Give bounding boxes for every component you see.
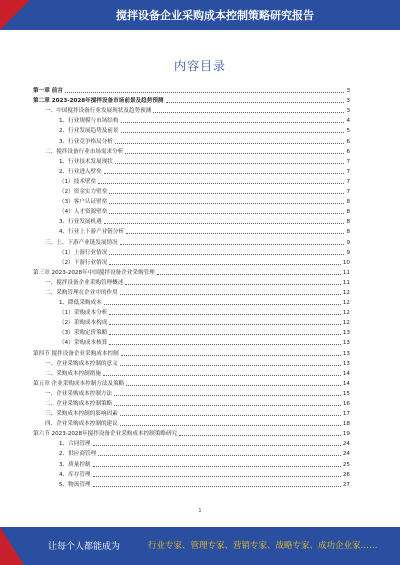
toc-dot-leader	[109, 193, 344, 194]
toc-entry-label: 第五章 企业采购成本控制方法及策略	[33, 380, 125, 387]
toc-entry[interactable]	[33, 115, 350, 125]
toc-entry-label: 3、质量控制	[59, 461, 91, 468]
toc-entry-label: 1、行业技术发展现状	[59, 158, 113, 165]
toc-dot-leader	[120, 425, 341, 426]
toc-entry-page: 25	[342, 461, 350, 468]
toc-entry-label: 第一章 前言	[33, 88, 63, 95]
toc-entry-label: 二、采购管理在企业中的作用	[45, 289, 118, 296]
toc-entry-label: 3、行业发展机遇	[59, 219, 102, 226]
toc-entry[interactable]	[33, 469, 350, 479]
toc-entry-page: 8	[346, 219, 350, 226]
toc-entry-label: 1、合同管理	[59, 441, 91, 448]
toc-entry[interactable]	[33, 287, 350, 297]
toc-dot-leader	[125, 284, 341, 285]
toc-dot-leader	[65, 92, 345, 93]
toc-entry-label: 一、搅拌设备企业采购管理概述	[45, 279, 124, 286]
toc-dot-leader	[126, 385, 341, 386]
toc-dot-leader	[104, 304, 341, 305]
footer-tagline: 行业专家、管理专家、营销专家、战略专家、成功企业家……	[148, 541, 378, 551]
toc-entry-label: 二、采购成本控制措施	[45, 370, 101, 377]
toc-entry[interactable]	[33, 206, 350, 216]
toc-dot-leader	[121, 132, 345, 133]
toc-dot-leader	[115, 163, 345, 164]
toc-entry[interactable]	[33, 156, 350, 166]
toc-entry-page: 19	[342, 431, 350, 438]
toc-entry-label: （1）采购成本分析	[59, 310, 108, 317]
toc-dot-leader	[120, 294, 341, 295]
toc-dot-leader	[98, 183, 344, 184]
toc-entry[interactable]	[33, 479, 350, 489]
toc-heading: 内容目录	[173, 59, 226, 73]
toc-entry[interactable]	[33, 186, 350, 196]
toc-entry[interactable]	[33, 247, 350, 257]
toc-entry[interactable]	[33, 398, 350, 408]
toc-dot-leader	[93, 445, 341, 446]
toc-entry-page: 4	[346, 118, 350, 125]
toc-entry-page: 13	[342, 330, 350, 337]
toc-entry[interactable]	[33, 438, 350, 448]
toc-entry-label: 1、行业规模与市场结构	[59, 118, 119, 125]
toc-entry[interactable]	[33, 327, 350, 337]
toc-dot-leader	[115, 143, 345, 144]
page-number: 1	[198, 508, 202, 514]
toc-entry-page: 24	[342, 451, 350, 458]
footer-red-accent	[0, 527, 24, 565]
toc-entry-label: 一、企业采购成本控制方法	[45, 390, 113, 397]
toc-dot-leader	[109, 314, 341, 315]
toc-entry-page: 11	[342, 269, 350, 276]
toc-entry-page: 13	[342, 360, 350, 367]
toc-entry-label: 第二章 2023-2028年搅拌设备市场前景及趋势预测	[33, 98, 164, 105]
toc-dot-leader	[109, 254, 344, 255]
footer-lead-text: 让每个人都能成为	[48, 542, 121, 552]
toc-entry-page: 10	[342, 259, 350, 266]
toc-entry-page: 24	[342, 441, 350, 448]
toc-entry[interactable]	[33, 337, 350, 347]
toc-dot-leader	[93, 476, 341, 477]
toc-entry-label: 第三章 2023-2028年中国搅拌设备企业采购管理	[33, 269, 155, 276]
toc-entry-page: 14	[342, 380, 350, 387]
toc-dot-leader	[103, 375, 341, 376]
toc-dot-leader	[120, 244, 345, 245]
toc-dot-leader	[109, 213, 344, 214]
toc-dot-leader	[98, 455, 341, 456]
toc-entry[interactable]	[33, 378, 350, 388]
toc-entry-label: 三、上、下游产业链发展情况	[45, 239, 118, 246]
toc-entry-page: 5	[346, 128, 350, 135]
toc-dot-leader	[121, 122, 345, 123]
toc-entry[interactable]	[33, 166, 350, 176]
toc-entry-page: 14	[342, 370, 350, 377]
toc-entry-page: 3	[346, 88, 350, 95]
toc-entry-page: 3	[346, 98, 350, 105]
toc-entry-page: 6	[346, 148, 350, 155]
toc-entry-label: （2）下游行业情况	[59, 259, 108, 266]
toc-entry-page: 16	[342, 401, 350, 407]
toc-entry[interactable]	[33, 226, 350, 236]
toc-entry-label: （2）资金实力壁垒	[59, 189, 108, 196]
toc-entry[interactable]	[33, 358, 350, 368]
toc-entry[interactable]	[33, 297, 350, 307]
toc-entry[interactable]	[33, 236, 350, 246]
toc-entry[interactable]	[33, 257, 350, 267]
toc-entry-page: 8	[346, 199, 350, 206]
toc-entry-label: （2）采购成本构成	[59, 320, 108, 327]
toc-entry-page: 9	[346, 249, 350, 256]
toc-dot-leader	[121, 355, 341, 356]
toc-entry-label: 四、企业采购成本控制的建议	[45, 421, 118, 428]
toc-entry-page: 6	[346, 138, 350, 145]
toc-dot-leader	[125, 153, 344, 154]
toc-entry-page: 12	[342, 289, 350, 296]
toc-entry-page: 8	[346, 229, 350, 236]
toc-entry-page: 12	[342, 300, 350, 307]
header-red-accent	[0, 0, 30, 30]
toc-entry-page: 26	[342, 471, 350, 478]
toc-entry-label: 第四节 搅拌设备企业采购成本控制	[33, 350, 119, 357]
toc-entry[interactable]	[33, 388, 350, 398]
toc-entry-page: 7	[346, 178, 350, 185]
toc-entry-page: 13	[342, 340, 350, 347]
toc-dot-leader	[114, 405, 341, 406]
toc-entry[interactable]	[33, 307, 350, 317]
header-banner	[0, 0, 400, 30]
toc-entry-label: 二、搅拌设备行业市场需求分析	[45, 148, 124, 155]
toc-entry-label: 一、企业采购成本控制的意义	[45, 360, 118, 367]
toc-dot-leader	[104, 223, 345, 224]
toc-entry-label: （1）上游行业情况	[59, 249, 108, 256]
toc-dot-leader	[126, 233, 344, 234]
toc-entry[interactable]	[33, 146, 350, 156]
toc-dot-leader	[157, 274, 341, 275]
toc-dot-leader	[153, 112, 344, 113]
toc-entry-page: 3	[346, 108, 350, 115]
toc-dot-leader	[179, 435, 341, 436]
toc-entry[interactable]	[33, 458, 350, 468]
toc-entry-label: 2、行业发展趋势及前景	[59, 128, 119, 135]
toc-entry-page: 9	[346, 239, 350, 246]
toc-entry[interactable]	[33, 196, 350, 206]
toc-entry[interactable]	[33, 267, 350, 277]
toc-entry-label: 4、库存管理	[59, 471, 91, 478]
toc-dot-leader	[109, 344, 341, 345]
toc-dot-leader	[114, 395, 341, 396]
toc-entry[interactable]	[33, 347, 350, 357]
footer-banner	[0, 527, 400, 565]
toc-dot-leader	[120, 365, 341, 366]
toc-entry-page: 12	[342, 320, 350, 327]
toc-entry-label: 1、降低采购成本	[59, 300, 102, 307]
toc-entry[interactable]	[33, 418, 350, 428]
toc-entry-label: （4）采购成本核算	[59, 340, 108, 347]
toc-entry[interactable]	[33, 85, 350, 95]
toc-dot-leader	[93, 486, 341, 487]
toc-dot-leader	[109, 324, 341, 325]
toc-entry-label: 5、物流管理	[59, 481, 91, 488]
toc-entry-label: 一、中国搅拌设备行业发展现状及趋势预测	[45, 108, 152, 115]
toc-entry[interactable]	[33, 216, 350, 226]
toc-entry[interactable]	[33, 448, 350, 458]
toc-entry-page: 13	[342, 350, 350, 357]
toc-entry[interactable]	[33, 277, 350, 287]
toc-dot-leader	[109, 203, 344, 204]
report-title: 搅拌设备企业采购成本控制策略研究报告	[116, 9, 314, 22]
toc-entry-page: 17	[342, 411, 350, 418]
toc-entry[interactable]	[33, 317, 350, 327]
toc-entry-label: 二、企业采购成本控制策略	[45, 401, 113, 407]
toc-entry-page: 15	[342, 390, 350, 397]
toc-entry-label: 2、行业进入壁垒	[59, 168, 102, 175]
toc-entry[interactable]	[33, 428, 350, 438]
toc-entry-label: （3）采购定价策略	[59, 330, 108, 337]
toc-entry-label: 第六节 2023-2028年搅拌设备企业采购成本控制策略研究	[33, 431, 178, 438]
toc-entry-page: 27	[342, 481, 350, 488]
toc-entry-label: 三、采购成本控制的影响因素	[45, 411, 118, 418]
toc-dot-leader	[120, 415, 341, 416]
toc-entry-page: 8	[346, 209, 350, 216]
toc-entry[interactable]	[33, 135, 350, 145]
toc-entry[interactable]	[33, 408, 350, 418]
toc-dot-leader	[93, 466, 341, 467]
toc-entry-page: 7	[346, 158, 350, 165]
toc-entry[interactable]	[33, 105, 350, 115]
toc-entry-label: 2、供应商管理	[59, 451, 97, 458]
toc-entry-label: （1）技术壁垒	[59, 178, 97, 185]
toc-entry-page: 18	[342, 421, 350, 428]
toc-entry-label: 3、行业竞争格局分析	[59, 138, 113, 145]
toc-entry-label: 4、行业上下游产业链分析	[59, 229, 125, 236]
toc-entry-page: 7	[346, 168, 350, 175]
table-of-contents	[33, 85, 350, 489]
toc-dot-leader	[104, 173, 345, 174]
toc-entry[interactable]	[33, 95, 350, 105]
toc-entry-label: （3）客户认证壁垒	[59, 199, 108, 206]
toc-entry[interactable]	[33, 125, 350, 135]
toc-entry[interactable]	[33, 176, 350, 186]
toc-dot-leader	[166, 102, 345, 103]
toc-dot-leader	[109, 334, 341, 335]
toc-dot-leader	[109, 264, 341, 265]
toc-entry-label: （4）人才资源壁垒	[59, 209, 108, 216]
toc-entry-page: 12	[342, 310, 350, 317]
toc-entry-page: 11	[342, 279, 350, 286]
toc-entry[interactable]	[33, 368, 350, 378]
toc-entry-page: 7	[346, 189, 350, 196]
